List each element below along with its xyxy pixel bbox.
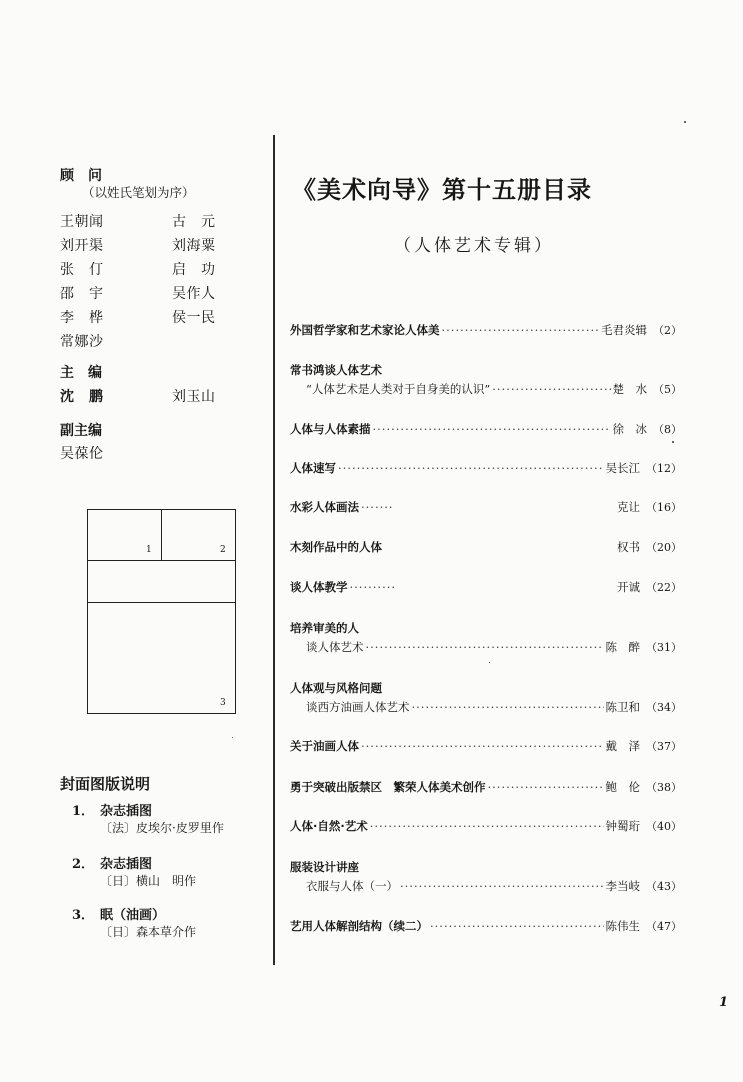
toc-entry-page: （47） bbox=[646, 920, 682, 933]
toc-entry-author: 鲍 伦 bbox=[605, 780, 640, 794]
toc-title: 《美术向导》第十五册目录 bbox=[292, 175, 592, 204]
toc-entry-page: （40） bbox=[646, 820, 682, 833]
toc-entry-author: 陈 醉 bbox=[605, 640, 640, 654]
deputy-name: 吴葆伦 bbox=[60, 446, 104, 462]
toc-entry-title: 衣服与人体（一） bbox=[306, 879, 398, 893]
toc-entry bbox=[290, 499, 682, 515]
toc-entry bbox=[306, 878, 682, 894]
toc-entry-heading: 人体观与风格问题 bbox=[290, 681, 382, 695]
editor-name: 刘玉山 bbox=[172, 389, 216, 405]
toc-entry-author: 陈卫和 bbox=[605, 700, 640, 714]
toc-entry-title: 谈人体教学 bbox=[290, 580, 348, 594]
cover-title: 封面图版说明 bbox=[60, 775, 151, 793]
toc-entry bbox=[290, 539, 682, 555]
toc-entry-page: （38） bbox=[646, 781, 682, 794]
toc-entry-page: （12） bbox=[646, 462, 682, 475]
cover-item-number: 3． bbox=[72, 908, 95, 923]
toc-entry-heading: 服装设计讲座 bbox=[290, 860, 359, 874]
advisor-name: 刘海粟 bbox=[172, 238, 216, 254]
toc-entry-author: 戴 泽 bbox=[605, 739, 640, 753]
toc-entry-author: 钟蜀珩 bbox=[605, 819, 640, 833]
editor-name: 沈 鹏 bbox=[60, 389, 104, 405]
deputy-label: 副主编 bbox=[60, 423, 102, 439]
toc-entry-title: 勇于突破出版禁区 繁荣人体美术创作 bbox=[290, 780, 486, 794]
toc-entry-page: （37） bbox=[646, 740, 682, 753]
toc-entry-page: （2） bbox=[653, 324, 682, 337]
toc-entry-page: （20） bbox=[646, 541, 682, 554]
cover-item-number: 1． bbox=[72, 804, 95, 819]
toc-entry-author: 权书 bbox=[617, 540, 640, 554]
toc-entry-author: 开诚 bbox=[617, 580, 640, 594]
diagram-label-2: 2 bbox=[220, 545, 226, 555]
advisor-name: 启 功 bbox=[172, 262, 216, 278]
toc-entry bbox=[306, 639, 682, 655]
scan-speck bbox=[672, 441, 674, 443]
advisor-name: 李 桦 bbox=[60, 310, 104, 326]
toc-entry-author: 李当岐 bbox=[605, 879, 640, 893]
toc-entry-author: 楚 水 bbox=[612, 382, 647, 396]
toc-entry-title: 艺用人体解剖结构（续二） bbox=[290, 919, 428, 933]
cover-item-title: 杂志插图 bbox=[100, 804, 153, 819]
diagram-label-3: 3 bbox=[220, 698, 226, 708]
advisor-name: 张 仃 bbox=[60, 262, 104, 278]
toc-entry bbox=[290, 818, 682, 834]
toc-subtitle: （人体艺术专辑） bbox=[394, 236, 554, 256]
advisor-name: 吴作人 bbox=[172, 286, 216, 302]
advisor-name: 刘开渠 bbox=[60, 238, 104, 254]
advisor-name: 侯一民 bbox=[172, 310, 216, 326]
toc-entry-author: 徐 冰 bbox=[612, 422, 647, 436]
toc-entry-page: （43） bbox=[646, 880, 682, 893]
cover-item-title: 杂志插图 bbox=[100, 857, 153, 872]
toc-entry-title: 人体速写 bbox=[290, 461, 336, 475]
toc-entry-page: （8） bbox=[653, 423, 682, 436]
advisor-name: 古 元 bbox=[172, 214, 216, 230]
diagram-label-1: 1 bbox=[146, 545, 152, 555]
toc-entry bbox=[306, 699, 682, 715]
toc-entry-title: 关于油画人体 bbox=[290, 739, 359, 753]
toc-entry bbox=[290, 779, 682, 795]
toc-entry bbox=[290, 579, 682, 595]
toc-entry-author: 陈伟生 bbox=[605, 919, 640, 933]
toc-entry-title: 谈人体艺术 bbox=[306, 640, 364, 654]
toc-entry-page: （22） bbox=[646, 581, 682, 594]
advisor-name: 王朝闻 bbox=[60, 214, 104, 230]
toc-entry-page: （5） bbox=[653, 383, 682, 396]
advisors-note: （以姓氏笔划为序） bbox=[82, 185, 195, 200]
toc-entry-heading: 培养审美的人 bbox=[290, 621, 359, 635]
toc-entry-page: （16） bbox=[646, 501, 682, 514]
toc-entry bbox=[306, 381, 682, 397]
toc-entry bbox=[290, 322, 682, 338]
toc-entry-page: （34） bbox=[646, 701, 682, 714]
cover-item-credit: 〔日〕横山 明作 bbox=[100, 874, 197, 888]
toc-entry-title: 外国哲学家和艺术家论人体美 bbox=[290, 323, 440, 337]
column-divider bbox=[273, 135, 275, 965]
toc-entry-author: 毛君炎辑 bbox=[601, 323, 647, 337]
scan-speck bbox=[684, 121, 686, 123]
toc-entry-title: 人体·自然·艺术 bbox=[290, 819, 368, 833]
toc-entry bbox=[290, 421, 682, 437]
toc-entry-author: 吴长江 bbox=[605, 461, 640, 475]
toc-entry-title: “人体艺术是人类对于自身美的认识” bbox=[306, 382, 491, 396]
scan-speck bbox=[489, 662, 490, 663]
toc-entry-title: 谈西方油画人体艺术 bbox=[306, 700, 410, 714]
cover-layout-diagram bbox=[87, 509, 236, 714]
advisor-name: 常娜沙 bbox=[60, 334, 104, 350]
advisor-name: 邵 宇 bbox=[60, 286, 104, 302]
toc-entry-title: 水彩人体画法 bbox=[290, 500, 359, 514]
toc-entry-title: 木刻作品中的人体 bbox=[290, 540, 382, 554]
page-number: 1 bbox=[719, 995, 729, 1010]
toc-entry-page: （31） bbox=[646, 641, 682, 654]
toc-entry bbox=[290, 460, 682, 476]
toc-entry bbox=[290, 738, 682, 754]
scan-speck bbox=[232, 737, 233, 738]
toc-entry bbox=[290, 918, 682, 934]
cover-item-credit: 〔法〕皮埃尔·皮罗里作 bbox=[100, 821, 224, 835]
toc-entry-author: 克让 bbox=[617, 500, 640, 514]
advisors-label: 顾 问 bbox=[60, 168, 102, 184]
toc-entry-title: 人体与人体素描 bbox=[290, 422, 371, 436]
editors-label: 主 编 bbox=[60, 365, 102, 381]
cover-item-number: 2． bbox=[72, 857, 95, 872]
cover-item-title: 眠（油画） bbox=[100, 908, 166, 923]
cover-item-credit: 〔日〕森本草介作 bbox=[100, 925, 197, 939]
toc-entry-heading: 常书鸿谈人体艺术 bbox=[290, 363, 382, 377]
